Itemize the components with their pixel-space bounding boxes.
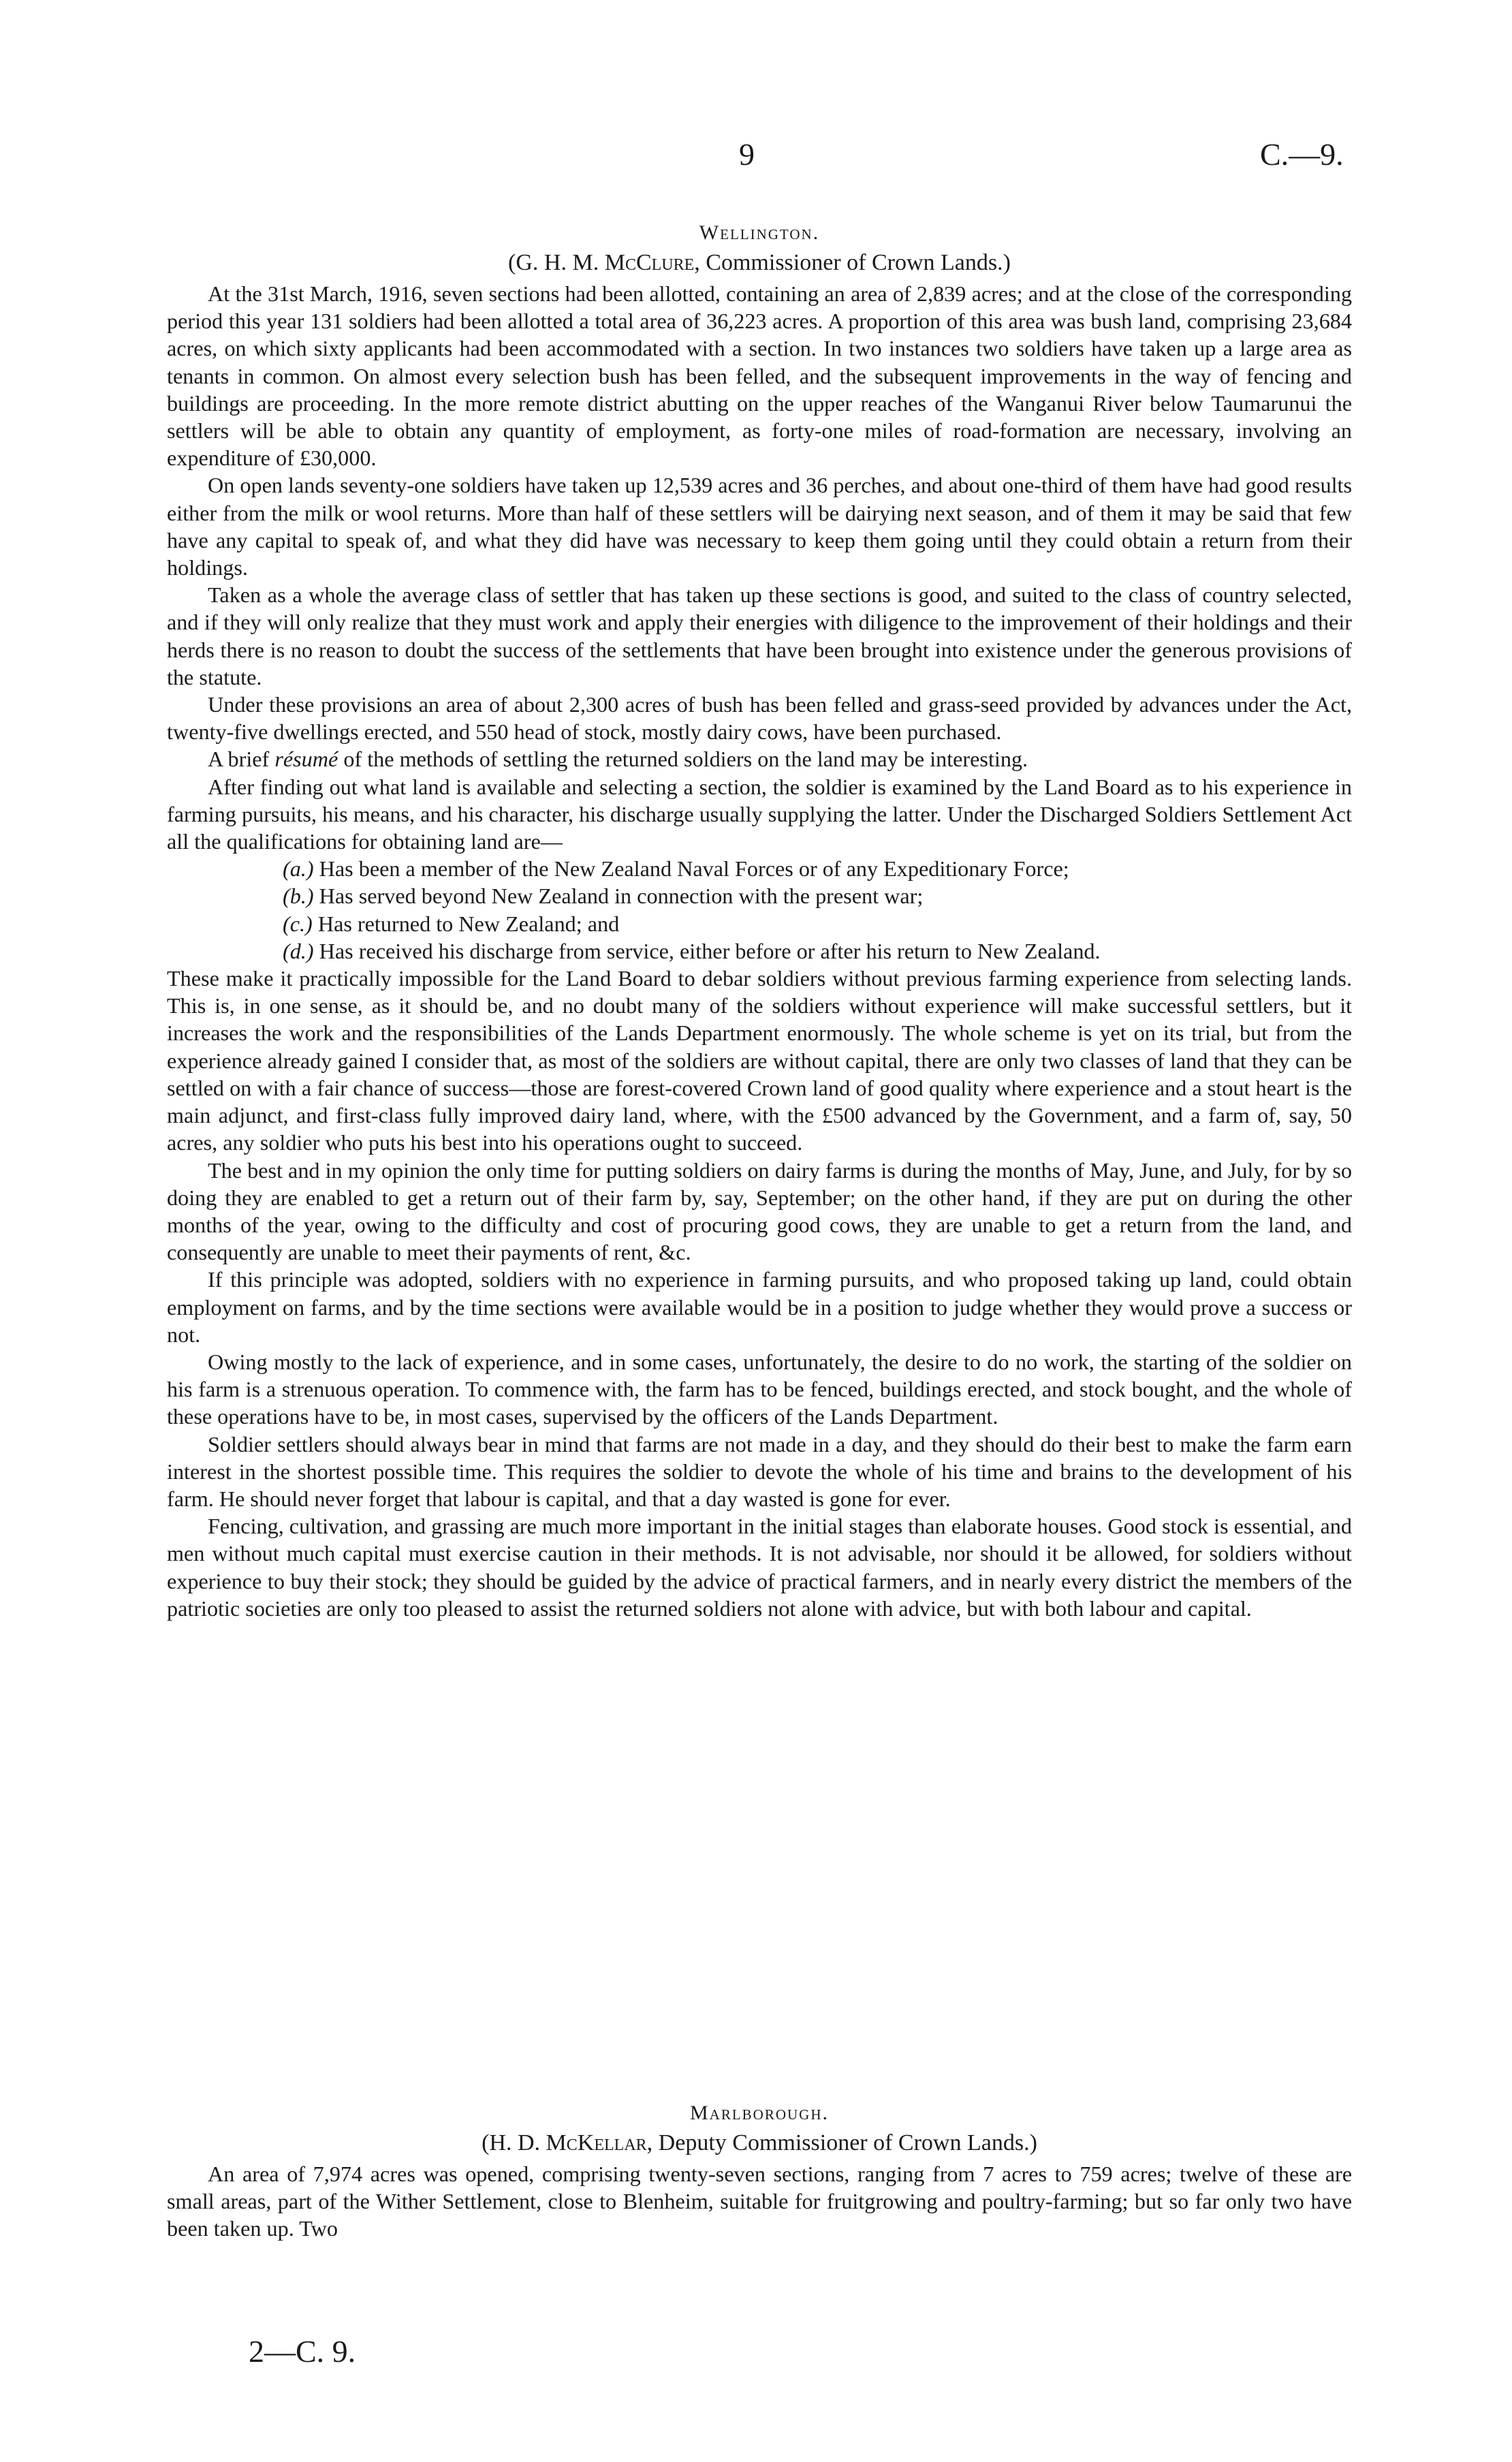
section-heading-wellington: Wellington. [699,221,820,244]
byline-open: (G. H. M. [508,250,605,275]
resume-after: of the methods of settling the returned soldiers on the land may be interesting. [338,747,1028,772]
section-heading-marlborough: Marlborough. [689,2102,830,2124]
paragraph: These make it practically impossible for the Land Board to debar soldiers without previous farming experience from selecting lands. This is, in one sense, as it should be, and no doubt many of the soldiers without experience will make successful settlers, but it increases the work and the responsibilities of the Lands Department enormously. The whole scheme is yet on its trial, but from the experience already gained I consider that, as most of the soldiers are without capital, there are only two classes of land that they can be settled on with a fair chance of success—those are forest-covered Crown land of good quality where experience and a stout heart is the main adjunct, and first-class fully improved dairy land, where, with the £500 advanced by the Government, and a farm of, say, 50 acres, any soldier who puts his best into his operations ought to succeed. [167,966,1352,1155]
paragraph: At the 31st March, 1916, seven sections had been allotted, containing an area of 2,839 acres; and at the close of the corresponding period this year 131 soldiers had been allotted a total area of 36,223 acres. A proportion of this area was bush land, comprising 23,684 acres, on which sixty applicants had been accommodated with a section. In two instances two soldiers have taken up a large area as tenants in common. On almost every selection bush has been felled, and the subsequent improvements in the way of fencing and buildings are proceeding. In the more remote district abutting on the upper reaches of the Wanganui River below Taumarunui the settlers will be able to obtain any quantity of employment, as forty-one miles of road-formation are necessary, involving an expenditure of £30,000. [167,281,1352,471]
marlborough-section [167,2102,1352,2243]
byline-rest: , Commissioner of Crown Lands.) [694,250,1011,275]
list-text: Has returned to New Zealand; and [317,911,620,936]
page-number: 9 [739,137,755,172]
byline-rest: , Deputy Commissioner of Crown Lands.) [646,2130,1037,2155]
list-label: (d.) [283,938,314,963]
paragraph: The best and in my opinion the only time for putting soldiers on dairy farms is during the months of May, June, and July, for by so doing they are enabled to get a return out of their farm by, say, September; on the other hand, if they are put on during the other months of the year, owing to the difficulty and cost of procuring good cows, they are unable to get a return from the land, and consequently are unable to meet their payments of rent, &c. [167,1157,1352,1265]
byline-name: McKellar [546,2130,647,2155]
list-item [167,910,1352,937]
byline-name: McClure [604,250,695,275]
sheet-signature: 2—C. 9. [249,2334,356,2369]
list-item [167,882,1352,909]
list-text: Has been a member of the New Zealand Naval Forces or of any Expeditionary Force; [319,856,1069,882]
paragraph-resume [167,745,1352,773]
paragraph: On open lands seventy-one soldiers have taken up 12,539 acres and 36 perches, and about one-third of them have had good results either from the milk or wool returns. More than half of these settlers will be dairying next season, and of them it may be said that few have any capital to speak of, and what they did have was necessary to keep them going until they could obtain a return from their holdings. [167,473,1352,580]
byline-open: (H. D. [482,2130,546,2155]
paragraph: Owing mostly to the lack of experience, and in some cases, unfortunately, the desire to do no work, the starting of the soldier on his farm is a strenuous operation. To commence with, the farm has to be fenced, buildings erected, and stock bought, and the whole of these operations have to be, in most cases, supervised by the officers of the Lands Department. [167,1349,1352,1429]
paragraph: Taken as a whole the average class of settler that has taken up these sections is good, and suited to the class of country selected, and if they will only realize that they must work and apply their energies with diligence to the improvement of their holdings and their herds there is no reason to doubt the success of the settlements that have been brought into existence under the generous provisions of the statute. [167,582,1352,689]
wellington-section [167,221,1352,1622]
paragraph: Soldier settlers should always bear in mind that farms are not made in a day, and they should do their best to make the farm earn interest in the shortest possible time. This requires the soldier to devote the whole of his time and brains to the development of his farm. He should never forget that labour is capital, and that a day wasted is gone for ever. [167,1431,1352,1511]
resume-before: A brief [208,747,275,772]
paragraph: An area of 7,974 acres was opened, comprising twenty-seven sections, ranging from 7 acres to 759 acres; twelve of these are small areas, part of the Wither Settlement, close to Blenheim, suitable for fruitgrowing and poultry-farming; but so far only two have been taken up. Two [167,2162,1352,2241]
paragraph: If this principle was adopted, soldiers with no experience in farming pursuits, and who proposed taking up land, could obtain employment on farms, and by the time sections were available would be in a position to judge whether they would prove a success or not. [167,1267,1352,1347]
paragraph: Fencing, cultivation, and grassing are much more important in the initial stages than elaborate houses. Good stock is essential, and men without much capital must exercise caution in their methods. It is not advisable, nor should it be allowed, for soldiers without experience to buy their stock; they should be guided by the advice of practical farmers, and in nearly every district the members of the patriotic societies are only too pleased to assist the returned soldiers not alone with advice, but with both labour and capital. [167,1514,1352,1621]
list-label: (a.) [283,856,314,882]
resume-word: résumé [274,747,338,772]
paragraph: After finding out what land is available and selecting a section, the soldier is examined by the Land Board as to his experience in farming pursuits, his means, and his character, his discharge usually supplying the latter. Under the Discharged Soldiers Settlement Act all the qualifications for obtaining land are— [167,774,1352,854]
section-byline-marlborough [167,2130,1352,2156]
qualification-list [167,855,1352,965]
list-text: Has received his discharge from service, either before or after his return to New Zealand. [319,938,1101,963]
document-reference: C.—9. [1260,137,1344,172]
section-byline-wellington [167,250,1352,276]
paragraph: Under these provisions an area of about 2,300 acres of bush has been felled and grass-seed provided by advances under the Act, twenty-five dwellings erected, and 550 head of stock, mostly dairy cows, have been purchased. [167,692,1352,745]
list-text: Has served beyond New Zealand in connection with the present war; [319,884,924,909]
list-label: (c.) [283,911,313,936]
list-label: (b.) [283,884,314,909]
list-item [167,937,1352,965]
list-item [167,855,1352,882]
